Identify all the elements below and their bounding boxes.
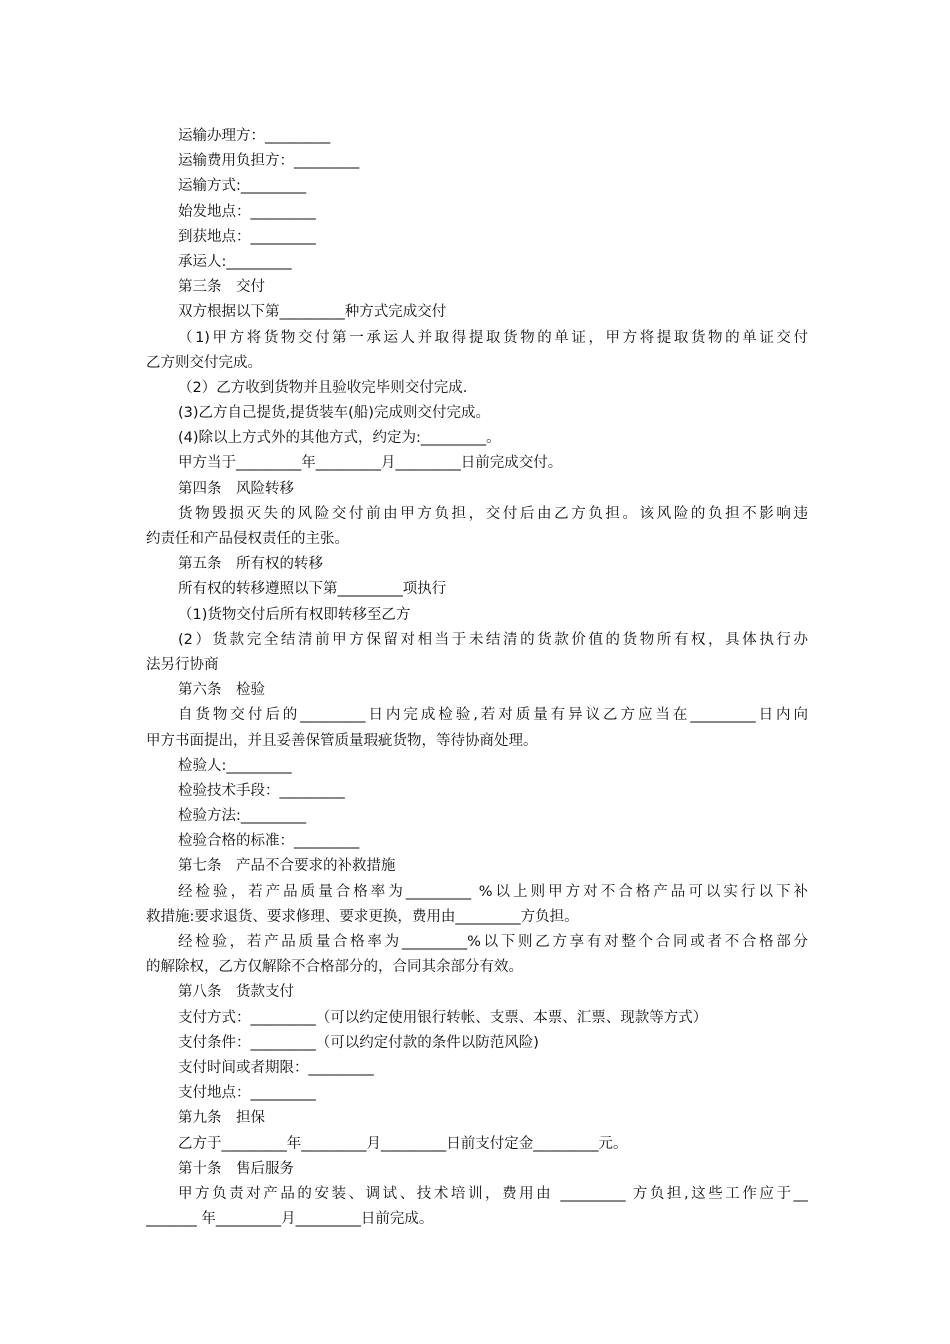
document-line: （2）乙方收到货物并且验收完毕则交付完成. (178, 379, 468, 396)
document-line: (4)除以上方式外的其他方式，约定为:_________。 (178, 430, 501, 447)
document-line: 检验方法:_________ (178, 808, 307, 825)
document-line: 支付方式：_________（可以约定使用银行转帐、支票、本票、汇票、现款等方式） (178, 1009, 708, 1026)
document-line: 法另行协商 (146, 656, 219, 673)
document-line: 承运人:_________ (178, 253, 292, 270)
document-line: 运输办理方：_________ (178, 128, 331, 144)
document-line: 第九条 担保 (178, 1110, 265, 1127)
document-line: 约责任和产品侵权责任的主张。 (146, 531, 349, 547)
document-line: 第十条 售后服务 (178, 1160, 294, 1177)
document-line: (3)乙方自己提货,提货装车(船)完成则交付完成。 (178, 405, 490, 422)
document-line: 乙方于_________年_________月_________日前支付定金_________元。 (178, 1135, 628, 1152)
document-line: 第四条 风险转移 (178, 480, 294, 497)
document-line: 甲方书面提出，并且妥善保管质量瑕疵货物，等待协商处理。 (146, 732, 538, 749)
document-line: 运输方式:_________ (178, 178, 307, 195)
document-line: 双方根据以下第_________种方式完成交付 (178, 304, 447, 321)
document-line: 支付条件：_________（可以约定付款的条件以防范风险) (178, 1034, 539, 1051)
document-line: (2）货款完全结清前甲方保留对相当于未结清的货款价值的货物所有权，具体执行办 (178, 631, 808, 648)
document-line: 检验人:_________ (178, 757, 292, 774)
document-line: 第七条 产品不合要求的补救措施 (178, 858, 396, 875)
document-line: 检验合格的标准：_________ (178, 833, 360, 850)
document-line: 甲方负责对产品的安装、调试、技术培训，费用由 _________ 方负担,这些工作应于__ (178, 1185, 808, 1202)
document-line: 第八条 货款支付 (178, 984, 294, 1001)
document-line: 货物毁损灭失的风险交付前由甲方负担，交付后由乙方负担。该风险的负担不影响违 (178, 505, 808, 522)
document-line: 到获地点：_________ (178, 228, 316, 245)
document-line: （1)货物交付后所有权即转移至乙方 (178, 606, 411, 623)
document-line: 支付地点：_________ (178, 1085, 316, 1102)
document-line: 运输费用负担方：_________ (178, 153, 360, 170)
contract-text-block (146, 124, 808, 1232)
document-line: 的解除权，乙方仅解除不合格部分的，合同其余部分有效。 (146, 959, 523, 976)
document-line: 经检验，若产品质量合格率为_________%以下则乙方享有对整个合同或者不合格部分 (178, 934, 808, 950)
document-line: 救措施:要求退货、要求修理、要求更换，费用由_________方负担。 (146, 908, 579, 925)
document-line: 甲方当于_________年_________月_________日前完成交付。 (178, 455, 563, 472)
document-line: 自货物交付后的_________日内完成检验,若对质量有异议乙方应当在_________日内向 (178, 707, 808, 724)
document-line: _______ 年_________月_________日前完成。 (146, 1211, 434, 1228)
document-line: 第六条 检验 (178, 682, 265, 699)
document-line: 乙方则交付完成。 (146, 354, 262, 371)
document-line: 第五条 所有权的转移 (178, 556, 323, 573)
document-line: （1)甲方将货物交付第一承运人并取得提取货物的单证，甲方将提取货物的单证交付 (178, 329, 808, 346)
document-line: 第三条 交付 (178, 279, 265, 296)
document-line: 经检验，若产品质量合格率为_________ %以上则甲方对不合格产品可以实行以下补 (178, 883, 808, 900)
document-line: 检验技术手段：_________ (178, 782, 345, 799)
document-line: 所有权的转移遵照以下第_________项执行 (178, 581, 447, 598)
document-line: 支付时间或者期限：_________ (178, 1059, 374, 1076)
document-line: 始发地点：_________ (178, 203, 316, 220)
